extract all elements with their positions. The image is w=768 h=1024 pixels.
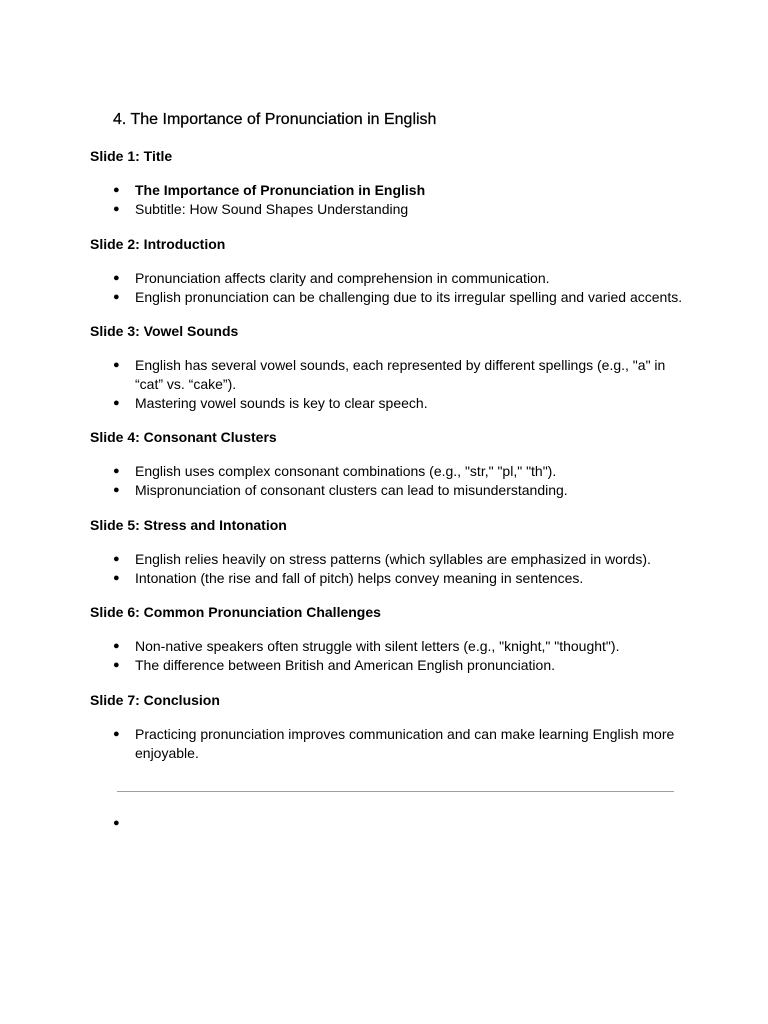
list-item	[90, 725, 690, 763]
list-item	[90, 550, 690, 569]
list-item-text: English pronunciation can be challenging due to its irregular spelling and varied accents.	[135, 289, 683, 305]
bullet-list	[90, 550, 690, 588]
bullet-icon: ●	[113, 728, 120, 740]
slide-heading: Slide 5: Stress and Intonation	[90, 517, 287, 533]
bullet-icon: ●	[113, 484, 120, 496]
bullet-list	[90, 356, 690, 413]
list-item	[90, 394, 690, 413]
list-item-text: English relies heavily on stress patterns (which syllables are emphasized in words).	[135, 551, 651, 567]
bullet-list	[90, 181, 690, 219]
bullet-icon: ●	[113, 291, 120, 303]
list-item	[90, 269, 690, 288]
list-item	[90, 200, 690, 219]
list-item-text: The difference between British and American English pronunciation.	[135, 657, 555, 673]
bullet-icon: ●	[113, 553, 120, 565]
bullet-icon: ●	[113, 572, 120, 584]
list-item	[90, 181, 690, 200]
list-item	[90, 356, 690, 394]
slide-3-section	[90, 322, 690, 413]
bullet-list	[90, 269, 690, 307]
bullet-icon: ●	[113, 397, 120, 409]
slide-5-section	[90, 516, 690, 588]
empty-bullet-icon: ●	[113, 817, 120, 829]
slide-heading: Slide 2: Introduction	[90, 236, 226, 252]
slide-heading: Slide 4: Consonant Clusters	[90, 429, 277, 445]
bullet-list	[90, 462, 690, 500]
bullet-icon: ●	[113, 184, 120, 196]
list-item-text: Mispronunciation of consonant clusters can lead to misunderstanding.	[135, 482, 568, 498]
list-item-text: Intonation (the rise and fall of pitch) helps convey meaning in sentences.	[135, 570, 584, 586]
list-item	[90, 462, 690, 481]
list-item	[90, 637, 690, 656]
slide-6-section	[90, 603, 690, 675]
bullet-icon: ●	[113, 465, 120, 477]
list-item-text: Subtitle: How Sound Shapes Understanding	[135, 201, 409, 217]
list-item-text: English has several vowel sounds, each represented by different spellings (e.g., "a" in “cat” vs. “cake”).	[135, 357, 666, 392]
list-item-text: Mastering vowel sounds is key to clear speech.	[135, 395, 428, 411]
slide-heading: Slide 3: Vowel Sounds	[90, 323, 239, 339]
list-item-text: The Importance of Pronunciation in English	[135, 182, 426, 198]
bullet-icon: ●	[113, 359, 120, 371]
bullet-icon: ●	[113, 272, 120, 284]
slide-heading: Slide 1: Title	[90, 148, 173, 164]
list-item-text: Pronunciation affects clarity and comprehension in communication.	[135, 270, 550, 286]
list-item	[90, 656, 690, 675]
list-item-text: Practicing pronunciation improves communication and can make learning English more enjoyable.	[135, 726, 675, 761]
slide-4-section	[90, 428, 690, 500]
horizontal-divider	[117, 791, 674, 792]
slide-heading: Slide 7: Conclusion	[90, 692, 220, 708]
list-item-text: Non-native speakers often struggle with silent letters (e.g., "knight," "thought").	[135, 638, 620, 654]
list-item	[90, 569, 690, 588]
slide-heading: Slide 6: Common Pronunciation Challenges	[90, 604, 381, 620]
slide-7-section	[90, 691, 690, 763]
bullet-icon: ●	[113, 659, 120, 671]
list-item	[90, 288, 690, 307]
slide-2-section	[90, 235, 690, 307]
bullet-icon: ●	[113, 203, 120, 215]
bullet-list	[90, 637, 690, 675]
list-item-text: English uses complex consonant combinations (e.g., "str," "pl," "th").	[135, 463, 557, 479]
page-title: 4. The Importance of Pronunciation in English	[113, 111, 437, 128]
slide-1-section	[90, 147, 690, 219]
list-item	[90, 481, 690, 500]
bullet-icon: ●	[113, 640, 120, 652]
bullet-list	[90, 725, 690, 763]
